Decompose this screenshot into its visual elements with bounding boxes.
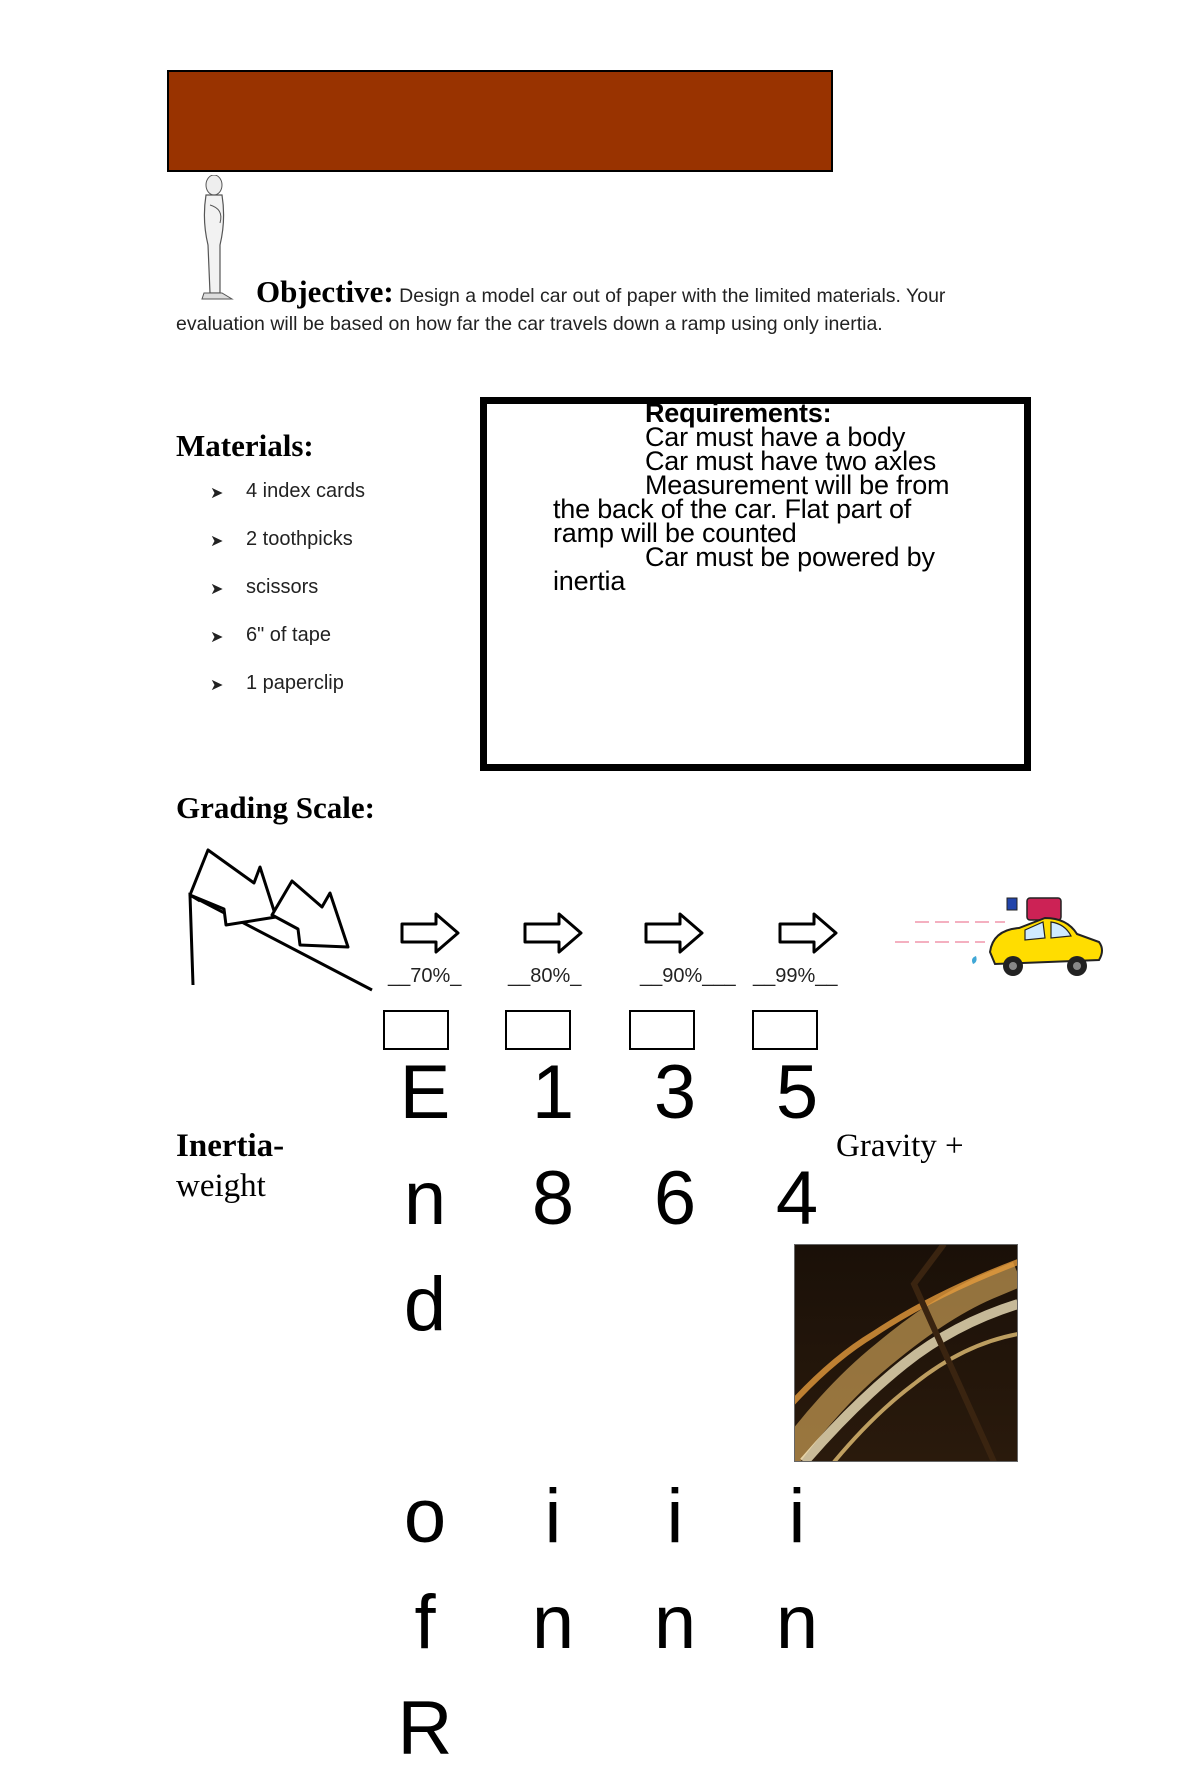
list-item: ➤ 4 index cards [210,480,365,502]
materials-list [210,480,365,720]
objective-text: Design a model car out of paper with the limited materials. Your evaluation will be based on how far the car travels down a ramp using only inertia. [176,285,946,335]
letter-column-3: 3 6 i n [653,1050,697,1665]
right-arrow-icon [523,912,585,954]
gravity-label: Gravity + [836,1128,964,1164]
arrow-bullet-icon: ➤ [210,533,224,550]
arrow-bullet-icon: ➤ [210,677,224,694]
requirements-heading: Requirements: [645,398,832,428]
arrow-bullet-icon: ➤ [210,485,224,502]
requirements-text: Requirements: Car must have a body Car must have two axles Measurement will be from the back of the car. Flat part of ramp will be counted Car must be powered by inertia [553,401,1023,593]
list-item: ➤ 6" of tape [210,624,331,646]
ramp-arrows-drawing [180,845,380,995]
arrow-bullet-icon: ➤ [210,581,224,598]
list-item: ➤ 1 paperclip [210,672,344,694]
arrow-bullet-icon: ➤ [210,629,224,646]
letter-column-1: E n d o f R [397,1050,453,1771]
title-banner [167,70,833,172]
inertia-label: Inertia- [176,1128,285,1164]
objective-paragraph [176,274,1026,338]
grade-level-90: __90%___ [640,965,736,987]
speeding-car-clipart [895,890,1105,980]
highway-traffic-photo [794,1244,1018,1462]
grade-level-70: __70%_ [388,965,462,987]
list-item: ➤ scissors [210,576,319,598]
weight-label: weight [176,1168,266,1204]
grading-heading: Grading Scale: [176,790,375,825]
list-item: ➤ 2 toothpicks [210,528,353,550]
objective-label: Objective: [256,274,394,309]
grade-level-80: __80%_ [508,965,582,987]
letter-column-2: 1 8 i n [531,1050,575,1665]
grade-level-99: __99%__ [753,965,838,987]
right-arrow-icon [644,912,706,954]
materials-heading: Materials: [176,428,314,463]
right-arrow-icon [778,912,840,954]
letter-column-4: 5 4 i n [775,1050,819,1665]
right-arrow-icon [400,912,462,954]
